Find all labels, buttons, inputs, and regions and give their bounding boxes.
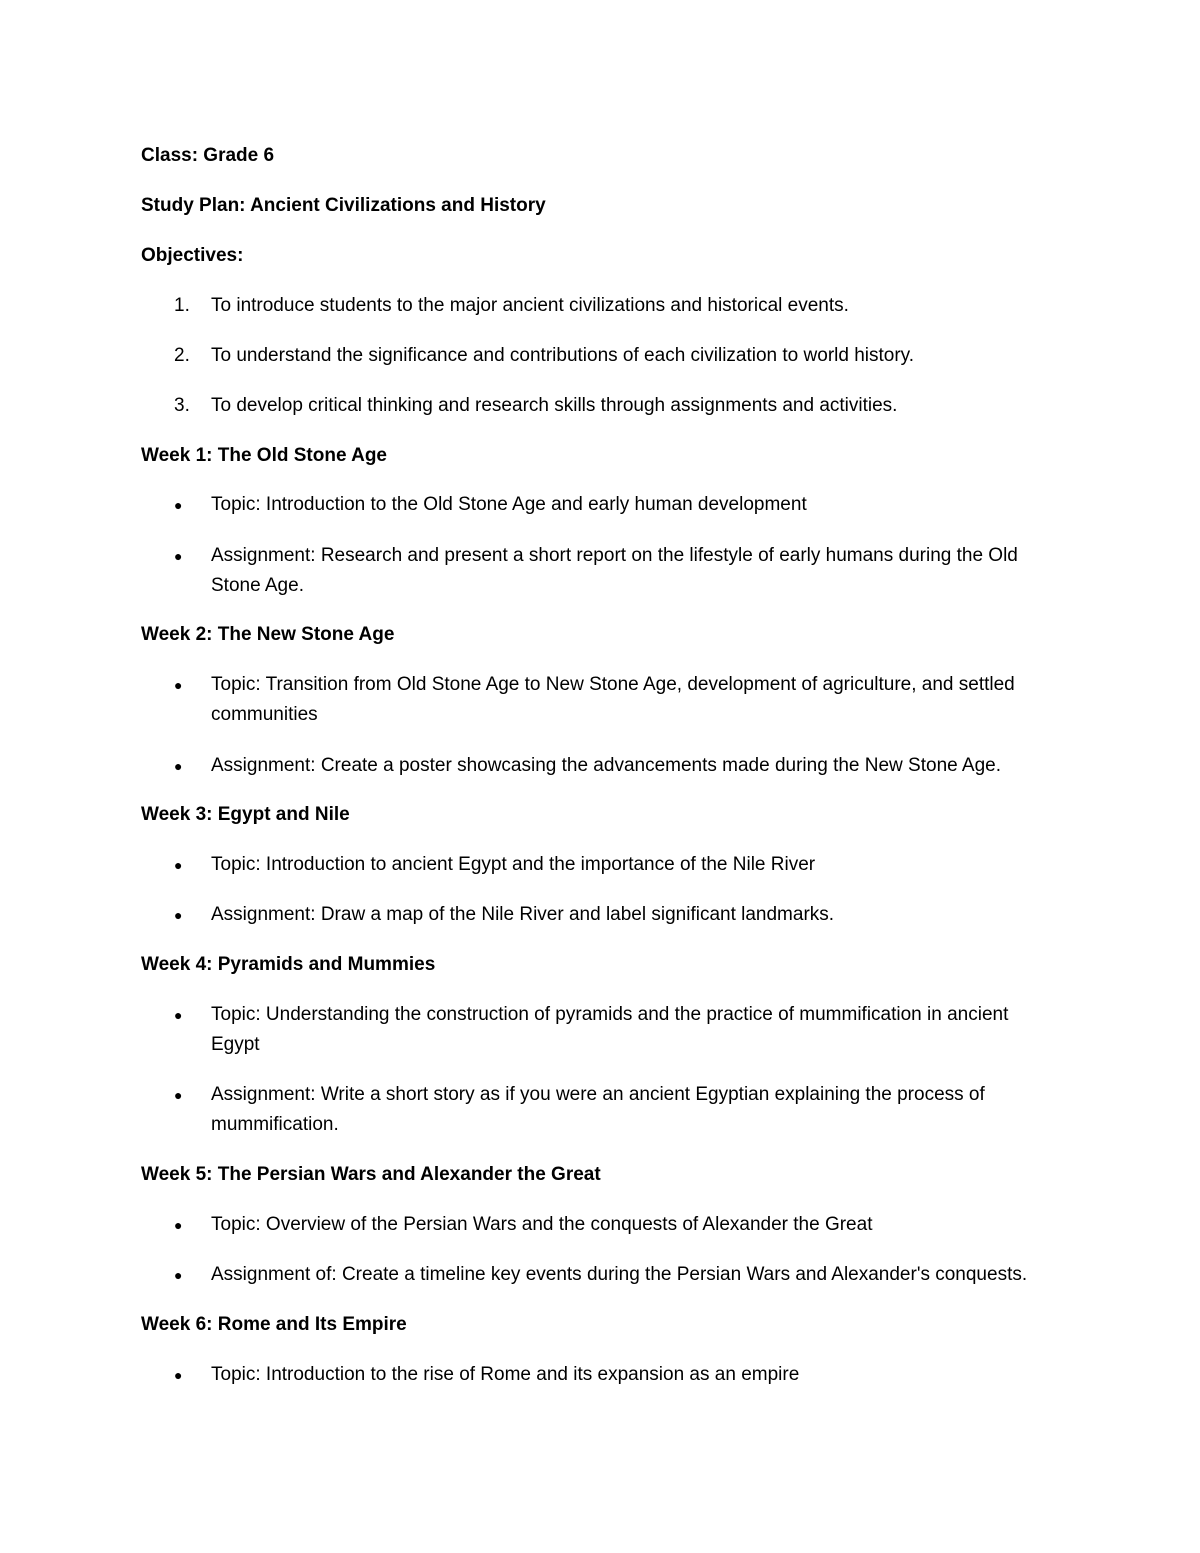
class-line: Class: Grade 6: [141, 145, 275, 166]
bullet-icon: ●: [174, 497, 183, 513]
week-heading: Week 1: The Old Stone Age: [141, 445, 387, 466]
objective-number: 2.: [174, 345, 190, 366]
bullet-icon: ●: [174, 1217, 183, 1233]
objective-number: 3.: [174, 395, 190, 416]
bullet-icon: ●: [174, 1007, 183, 1023]
bullet-icon: ●: [174, 857, 183, 873]
objective-number: 1.: [174, 295, 190, 316]
topic-line: Topic: Introduction to the rise of Rome and its expansion as an empire: [211, 1364, 800, 1385]
objective-text: To develop critical thinking and research skills through assignments and activities.: [211, 395, 898, 416]
topic-line: Topic: Introduction to the Old Stone Age and early human development: [211, 494, 807, 515]
assignment-line: Assignment: Draw a map of the Nile River and label significant landmarks.: [211, 904, 835, 925]
assignment-line: Stone Age.: [211, 575, 304, 596]
bullet-icon: ●: [174, 1087, 183, 1103]
objectives-heading: Objectives:: [141, 245, 244, 266]
assignment-line: mummification.: [211, 1114, 339, 1135]
objective-text: To introduce students to the major ancient civilizations and historical events.: [211, 295, 849, 316]
week-heading: Week 4: Pyramids and Mummies: [141, 954, 436, 975]
assignment-line: Assignment: Create a poster showcasing the advancements made during the New Stone Age.: [211, 755, 1002, 776]
week-heading: Week 3: Egypt and Nile: [141, 804, 350, 825]
week-heading: Week 2: The New Stone Age: [141, 624, 395, 645]
topic-line: Topic: Overview of the Persian Wars and the conquests of Alexander the Great: [211, 1214, 873, 1235]
study-plan-title: Study Plan: Ancient Civilizations and History: [141, 195, 546, 216]
bullet-icon: ●: [174, 1367, 183, 1383]
topic-line: communities: [211, 704, 318, 725]
assignment-line: Assignment: Research and present a short report on the lifestyle of early humans during the Old: [211, 545, 1018, 566]
topic-line: Topic: Transition from Old Stone Age to New Stone Age, development of agriculture, and settled: [211, 674, 1015, 695]
bullet-icon: ●: [174, 907, 183, 923]
assignment-line: Assignment of: Create a timeline key events during the Persian Wars and Alexander's conquests.: [211, 1264, 1028, 1285]
assignment-line: Assignment: Write a short story as if you were an ancient Egyptian explaining the process of: [211, 1084, 985, 1105]
bullet-icon: ●: [174, 677, 183, 693]
bullet-icon: ●: [174, 1267, 183, 1283]
objective-text: To understand the significance and contributions of each civilization to world history.: [211, 345, 915, 366]
topic-line: Egypt: [211, 1034, 260, 1055]
bullet-icon: ●: [174, 758, 183, 774]
bullet-icon: ●: [174, 548, 183, 564]
topic-line: Topic: Understanding the construction of pyramids and the practice of mummification in ancient: [211, 1004, 1009, 1025]
week-heading: Week 6: Rome and Its Empire: [141, 1314, 407, 1335]
week-heading: Week 5: The Persian Wars and Alexander the Great: [141, 1164, 601, 1185]
topic-line: Topic: Introduction to ancient Egypt and the importance of the Nile River: [211, 854, 816, 875]
